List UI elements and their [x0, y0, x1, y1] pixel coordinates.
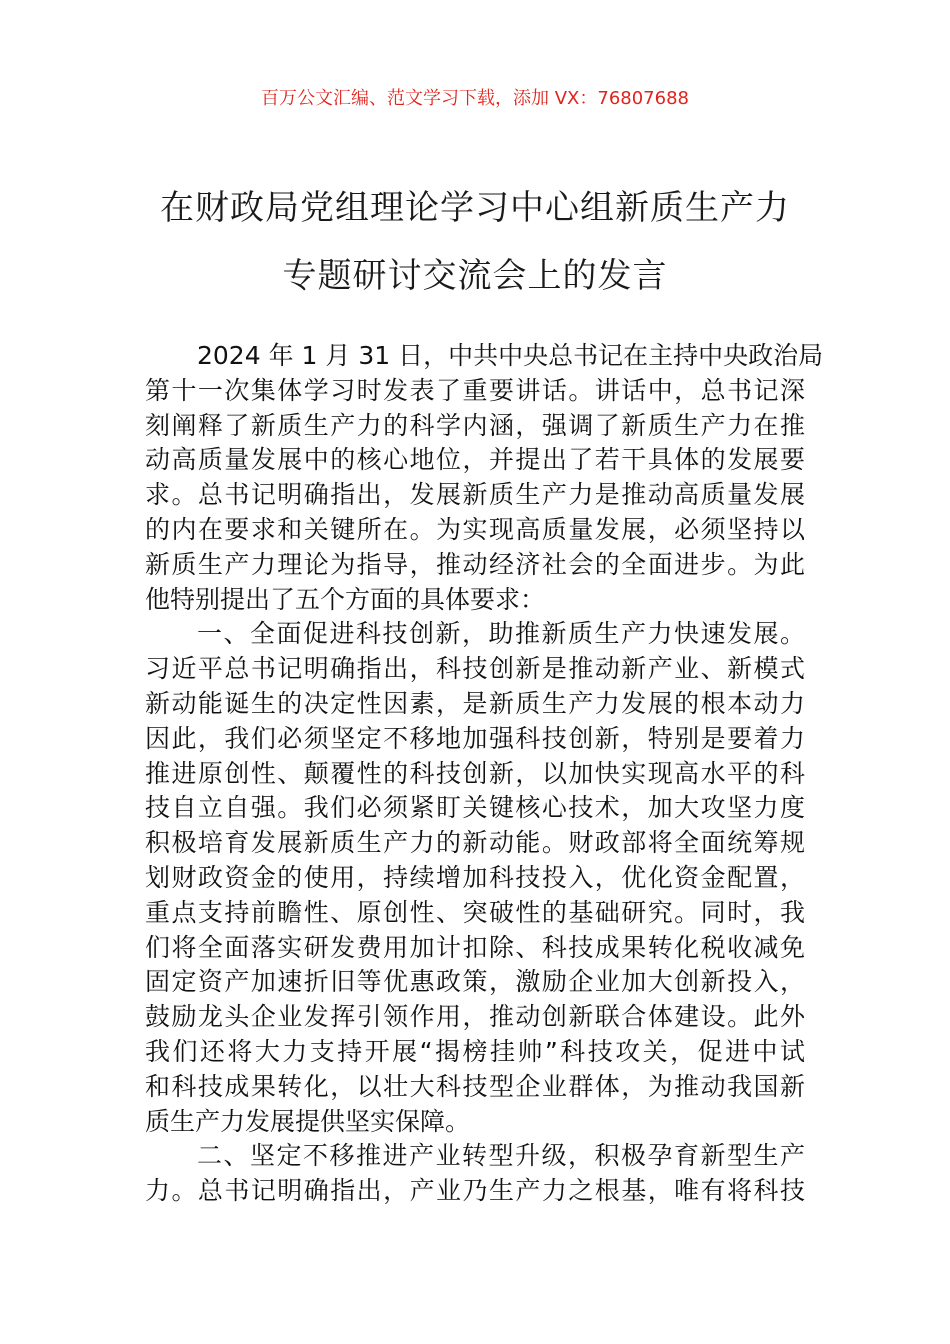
text-line: 2024 年 1 月 31 日，中共中央总书记在主持中央政治局: [197, 341, 824, 370]
document-title-line-2: 专题研讨交流会上的发言: [282, 256, 668, 296]
text-line: 动高质量发展中的核心地位，并提出了若干具体的发展要: [145, 445, 805, 475]
text-line: 他特别提出了五个方面的具体要求：: [145, 584, 546, 614]
text-line: 鼓励龙头企业发挥引领作用，推动创新联合体建设。此外: [145, 1002, 805, 1032]
text-line: 划财政资金的使用，持续增加科技投入，优化资金配置，: [145, 862, 805, 892]
text-line: 求。总书记明确指出，发展新质生产力是推动高质量发展: [145, 480, 805, 510]
document-body: [145, 339, 824, 1209]
paragraph: [145, 617, 805, 1139]
text-line: 因此，我们必须坚定不移地加强科技创新，特别是要着力: [145, 723, 805, 753]
paragraph: [145, 1139, 805, 1209]
text-line: 固定资产加速折旧等优惠政策，激励企业加大创新投入，: [145, 967, 805, 997]
text-line: 新质生产力理论为指导，推动经济社会的全面进步。为此: [145, 549, 805, 579]
text-line: 力。总书记明确指出，产业乃生产力之根基，唯有将科技: [145, 1176, 805, 1206]
text-line: 的内在要求和关键所在。为实现高质量发展，必须坚持以: [145, 514, 805, 544]
text-line: 和科技成果转化，以壮大科技型企业群体，为推动我国新: [145, 1071, 805, 1101]
text-line: 新动能诞生的决定性因素，是新质生产力发展的根本动力: [145, 688, 805, 718]
text-line: 质生产力发展提供坚实保障。: [145, 1106, 471, 1136]
text-line: 一、全面促进科技创新，助推新质生产力快速发展。: [197, 619, 805, 649]
text-line: 积极培育发展新质生产力的新动能。财政部将全面统筹规: [145, 828, 805, 858]
text-line: 重点支持前瞻性、原创性、突破性的基础研究。同时，我: [145, 897, 805, 927]
text-line: 我们还将大力支持开展“揭榜挂帅”科技攻关，促进中试: [145, 1036, 805, 1066]
text-line: 推进原创性、颠覆性的科技创新，以加快实现高水平的科: [145, 758, 805, 788]
document-title-line-1: 在财政局党组理论学习中心组新质生产力: [160, 188, 790, 228]
paragraph: [145, 339, 824, 617]
text-line: 二、坚定不移推进产业转型升级，积极孕育新型生产: [197, 1141, 805, 1171]
text-line: 们将全面落实研发费用加计扣除、科技成果转化税收减免: [145, 932, 805, 962]
text-line: 习近平总书记明确指出，科技创新是推动新产业、新模式: [145, 654, 805, 684]
watermark-header: 百万公文汇编、范文学习下载，添加 VX：76807688: [261, 88, 689, 109]
text-line: 第十一次集体学习时发表了重要讲话。讲话中，总书记深: [145, 375, 805, 405]
text-line: 技自立自强。我们必须紧盯关键核心技术，加大攻坚力度: [145, 793, 805, 823]
text-line: 刻阐释了新质生产力的科学内涵，强调了新质生产力在推: [145, 410, 805, 440]
